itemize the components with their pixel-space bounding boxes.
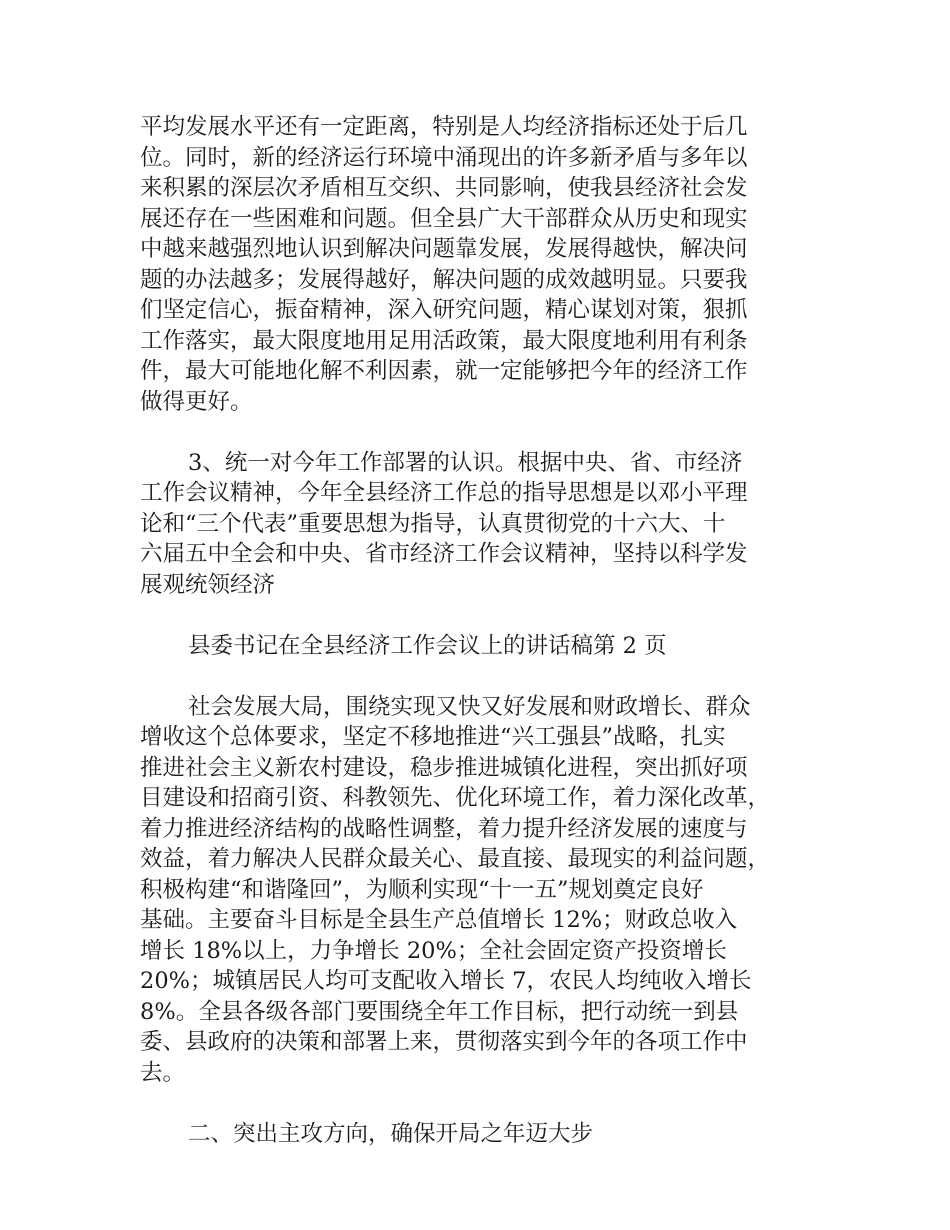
section-heading: [140, 1119, 824, 1150]
text-line: 六届五中全会和中央、省市经济工作会议精神，坚持以科学发: [140, 541, 748, 567]
paragraph-2: [140, 448, 824, 601]
text-line: 增收这个总体要求，坚定不移地推进“兴工强县”战略，扎实: [140, 724, 726, 750]
text-line: 着力推进经济结构的战略性调整，着力提升经济发展的速度与: [140, 815, 748, 842]
text-line: 目建设和招商引资、科教领先、优化环境工作，着力深化改革，: [140, 785, 771, 811]
text-line: 推进社会主义新农村建设，稳步推进城镇化进程，突出抓好项: [140, 754, 748, 781]
text-line: 做得更好。: [140, 388, 253, 415]
text-line: 来积累的深层次矛盾相互交织、共同影响，使我县经济社会发: [140, 175, 748, 201]
text-line: 工作落实，最大限度地用足用活政策，最大限度地利用有利条: [140, 327, 748, 354]
text-line: 8%。全县各级各部门要围绕全年工作目标，把行动统一到县: [140, 998, 739, 1025]
document-page: [140, 112, 824, 1180]
text-line: 去。: [140, 1059, 186, 1086]
text-line: 平均发展水平还有一定距离，特别是人均经济指标还处于后几: [140, 114, 748, 140]
text-line: 基础。主要奋斗目标是全县生产总值增长 12%；财政总收入: [140, 907, 738, 933]
text-line: 20%；城镇居民人均可支配收入增长 7，农民人均纯收入增长: [140, 968, 752, 994]
text-line: 件，最大可能地化解不利因素，就一定能够把今年的经济工作: [140, 358, 748, 384]
page-title: 县委书记在全县经济工作会议上的讲话稿第 2 页: [188, 632, 667, 659]
text-line: 展还存在一些困难和问题。但全县广大干部群众从历史和现实: [140, 205, 748, 232]
text-line: 效益，着力解决人民群众最关心、最直接、最现实的利益问题，: [140, 846, 771, 872]
text-line: 积极构建“和谐隆回”，为顺利实现“十一五”规划奠定良好: [140, 876, 704, 903]
text-line: 中越来越强烈地认识到解决问题靠发展，发展得越快，解决问: [140, 236, 748, 262]
text-line: 增长 18%以上，力争增长 20%；全社会固定资产投资增长: [140, 937, 727, 964]
text-line: 位。同时，新的经济运行环境中涌现出的许多新矛盾与多年以: [140, 144, 748, 171]
paragraph-3: [140, 692, 824, 1089]
text-line: 工作会议精神，今年全县经济工作总的指导思想是以邓小平理: [140, 480, 748, 506]
text-line: 论和“三个代表”重要思想为指导，认真贯彻党的十六大、十: [140, 510, 726, 537]
text-line: 题的办法越多；发展得越好，解决问题的成效越明显。只要我: [140, 266, 748, 293]
text-line: 委、县政府的决策和部署上来，贯彻落实到今年的各项工作中: [140, 1029, 748, 1055]
page-heading: [140, 631, 824, 662]
text-line: 社会发展大局，围绕实现又快又好发展和财政增长、群众: [188, 693, 751, 720]
section-title: 二、突出主攻方向，确保开局之年迈大步: [188, 1120, 594, 1147]
paragraph-1: [140, 112, 824, 417]
text-line: 3、统一对今年工作部署的认识。根据中央、省、市经济: [188, 449, 743, 476]
text-line: 们坚定信心，振奋精神，深入研究问题，精心谋划对策，狠抓: [140, 297, 748, 323]
text-line: 展观统领经济: [140, 571, 276, 598]
